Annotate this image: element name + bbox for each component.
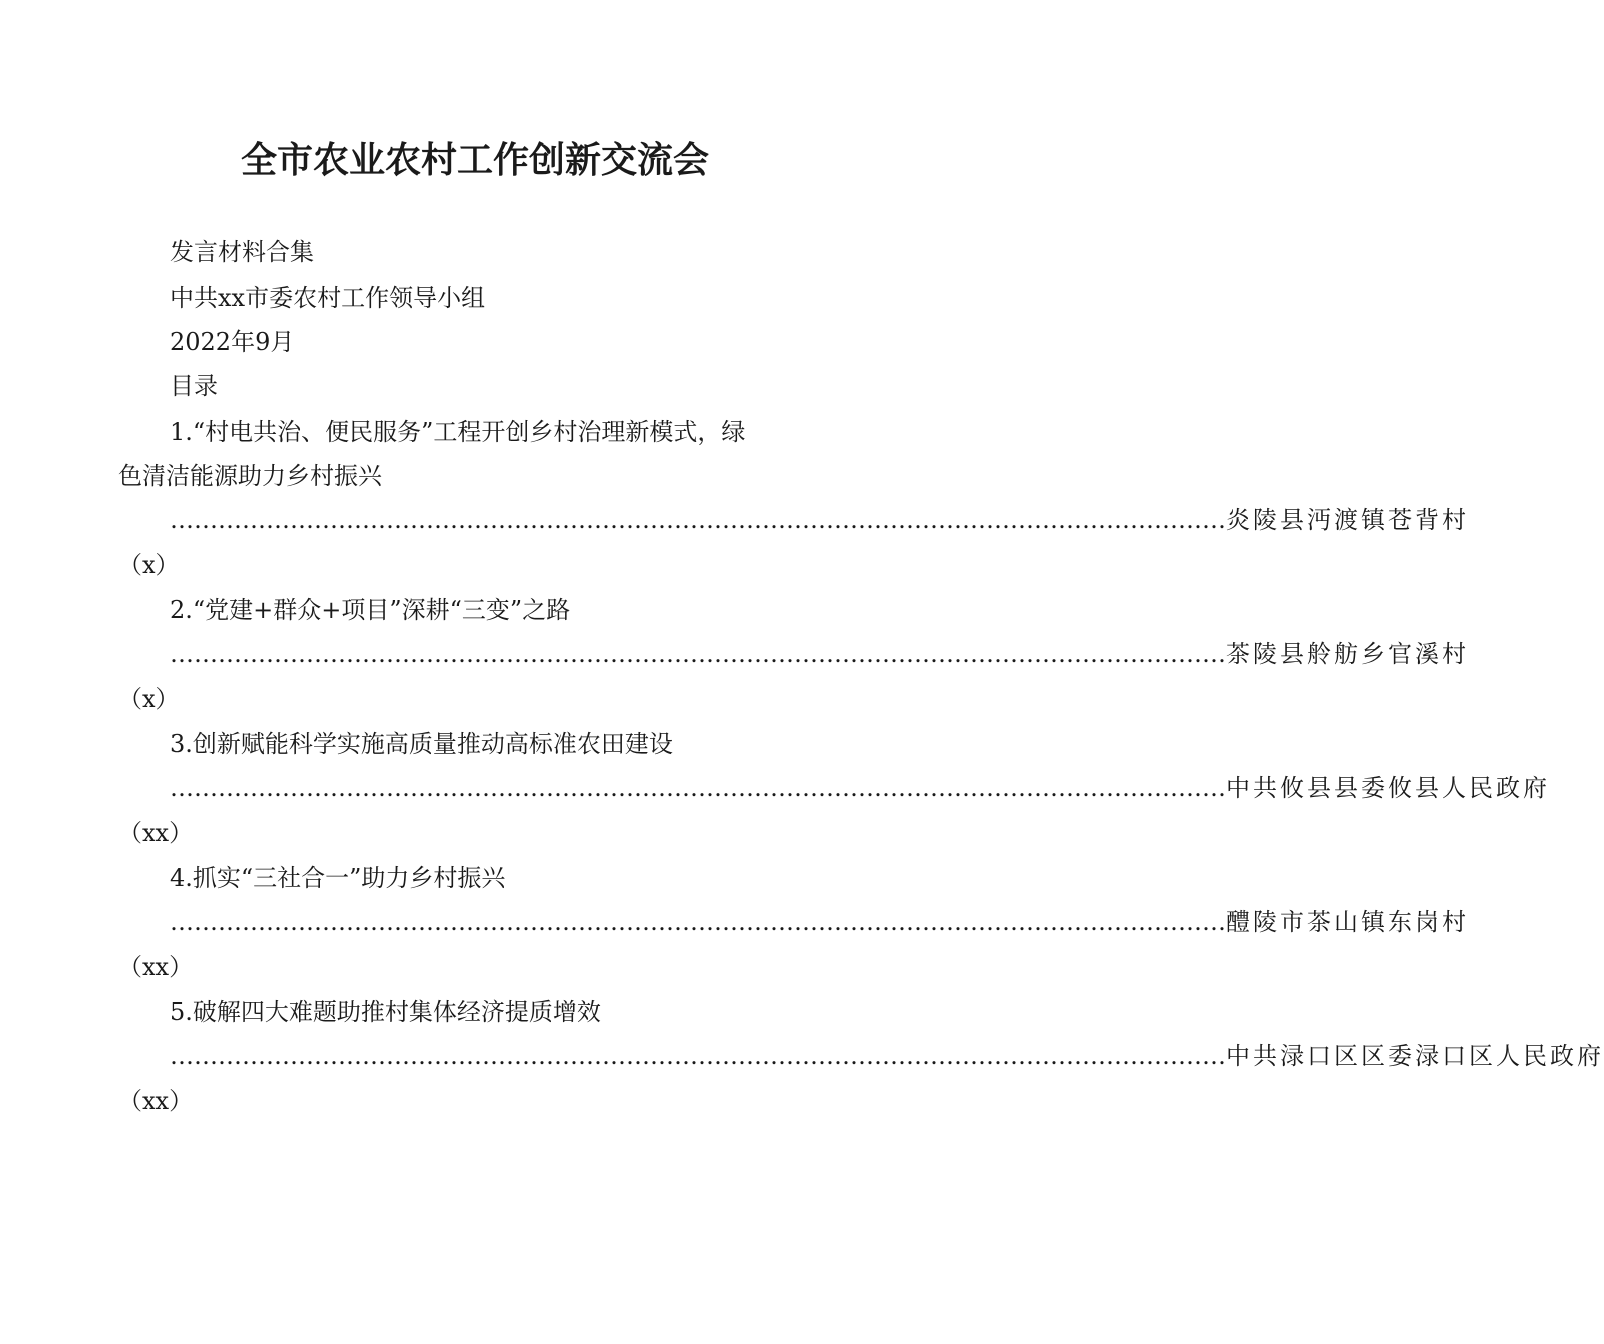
toc-entry-3-org: 中共攸县县委攸县人民政府 xyxy=(1226,774,1550,802)
document-title: 全市农业农村工作创新交流会 xyxy=(240,139,709,181)
date: 2022年9月 xyxy=(170,328,295,356)
toc-entry-5-reference xyxy=(170,1034,1604,1078)
toc-entry-3-heading: 3.创新赋能科学实施高质量推动高标准农田建设 xyxy=(170,730,673,758)
toc-entry-4-reference xyxy=(170,900,1469,944)
toc-entry-2-heading: 2.“党建+群众+项目”深耕“三变”之路 xyxy=(170,596,571,624)
issuer: 中共xx市委农村工作领导小组 xyxy=(170,284,486,312)
toc-entry-1-heading: 1.“村电共治、便民服务”工程开创乡村治理新模式，绿 xyxy=(170,418,746,446)
toc-entry-1-org: 炎陵县沔渡镇苍背村 xyxy=(1226,506,1469,534)
toc-entry-3-page: （xx） xyxy=(118,819,194,847)
toc-entry-3-reference xyxy=(170,766,1550,810)
toc-entry-1-heading-continued: 色清洁能源助力乡村振兴 xyxy=(118,462,382,490)
toc-entry-5-heading: 5.破解四大难题助推村集体经济提质增效 xyxy=(170,998,601,1026)
leader-dots: …………………………………………………………………………………………………………………… xyxy=(170,774,1226,802)
leader-dots: …………………………………………………………………………………………………………………… xyxy=(170,1042,1226,1070)
toc-entry-4-org: 醴陵市茶山镇东岗村 xyxy=(1226,908,1469,936)
toc-entry-1-page: （x） xyxy=(118,551,180,579)
leader-dots: …………………………………………………………………………………………………………………… xyxy=(170,908,1226,936)
toc-entry-5-org: 中共渌口区区委渌口区人民政府 xyxy=(1226,1042,1604,1070)
toc-entry-2-reference xyxy=(170,632,1469,676)
leader-dots: …………………………………………………………………………………………………………………… xyxy=(170,640,1226,668)
toc-entry-4-page: （xx） xyxy=(118,953,194,981)
toc-entry-4-heading: 4.抓实“三社合一”助力乡村振兴 xyxy=(170,864,506,892)
toc-entry-5-page: （xx） xyxy=(118,1087,194,1115)
toc-entry-2-page: （x） xyxy=(118,685,180,713)
leader-dots: …………………………………………………………………………………………………………………… xyxy=(170,506,1226,534)
toc-heading: 目录 xyxy=(170,372,218,400)
toc-entry-1-reference xyxy=(170,498,1469,542)
toc-entry-2-org: 茶陵县舲舫乡官溪村 xyxy=(1226,640,1469,668)
subtitle: 发言材料合集 xyxy=(170,238,314,266)
